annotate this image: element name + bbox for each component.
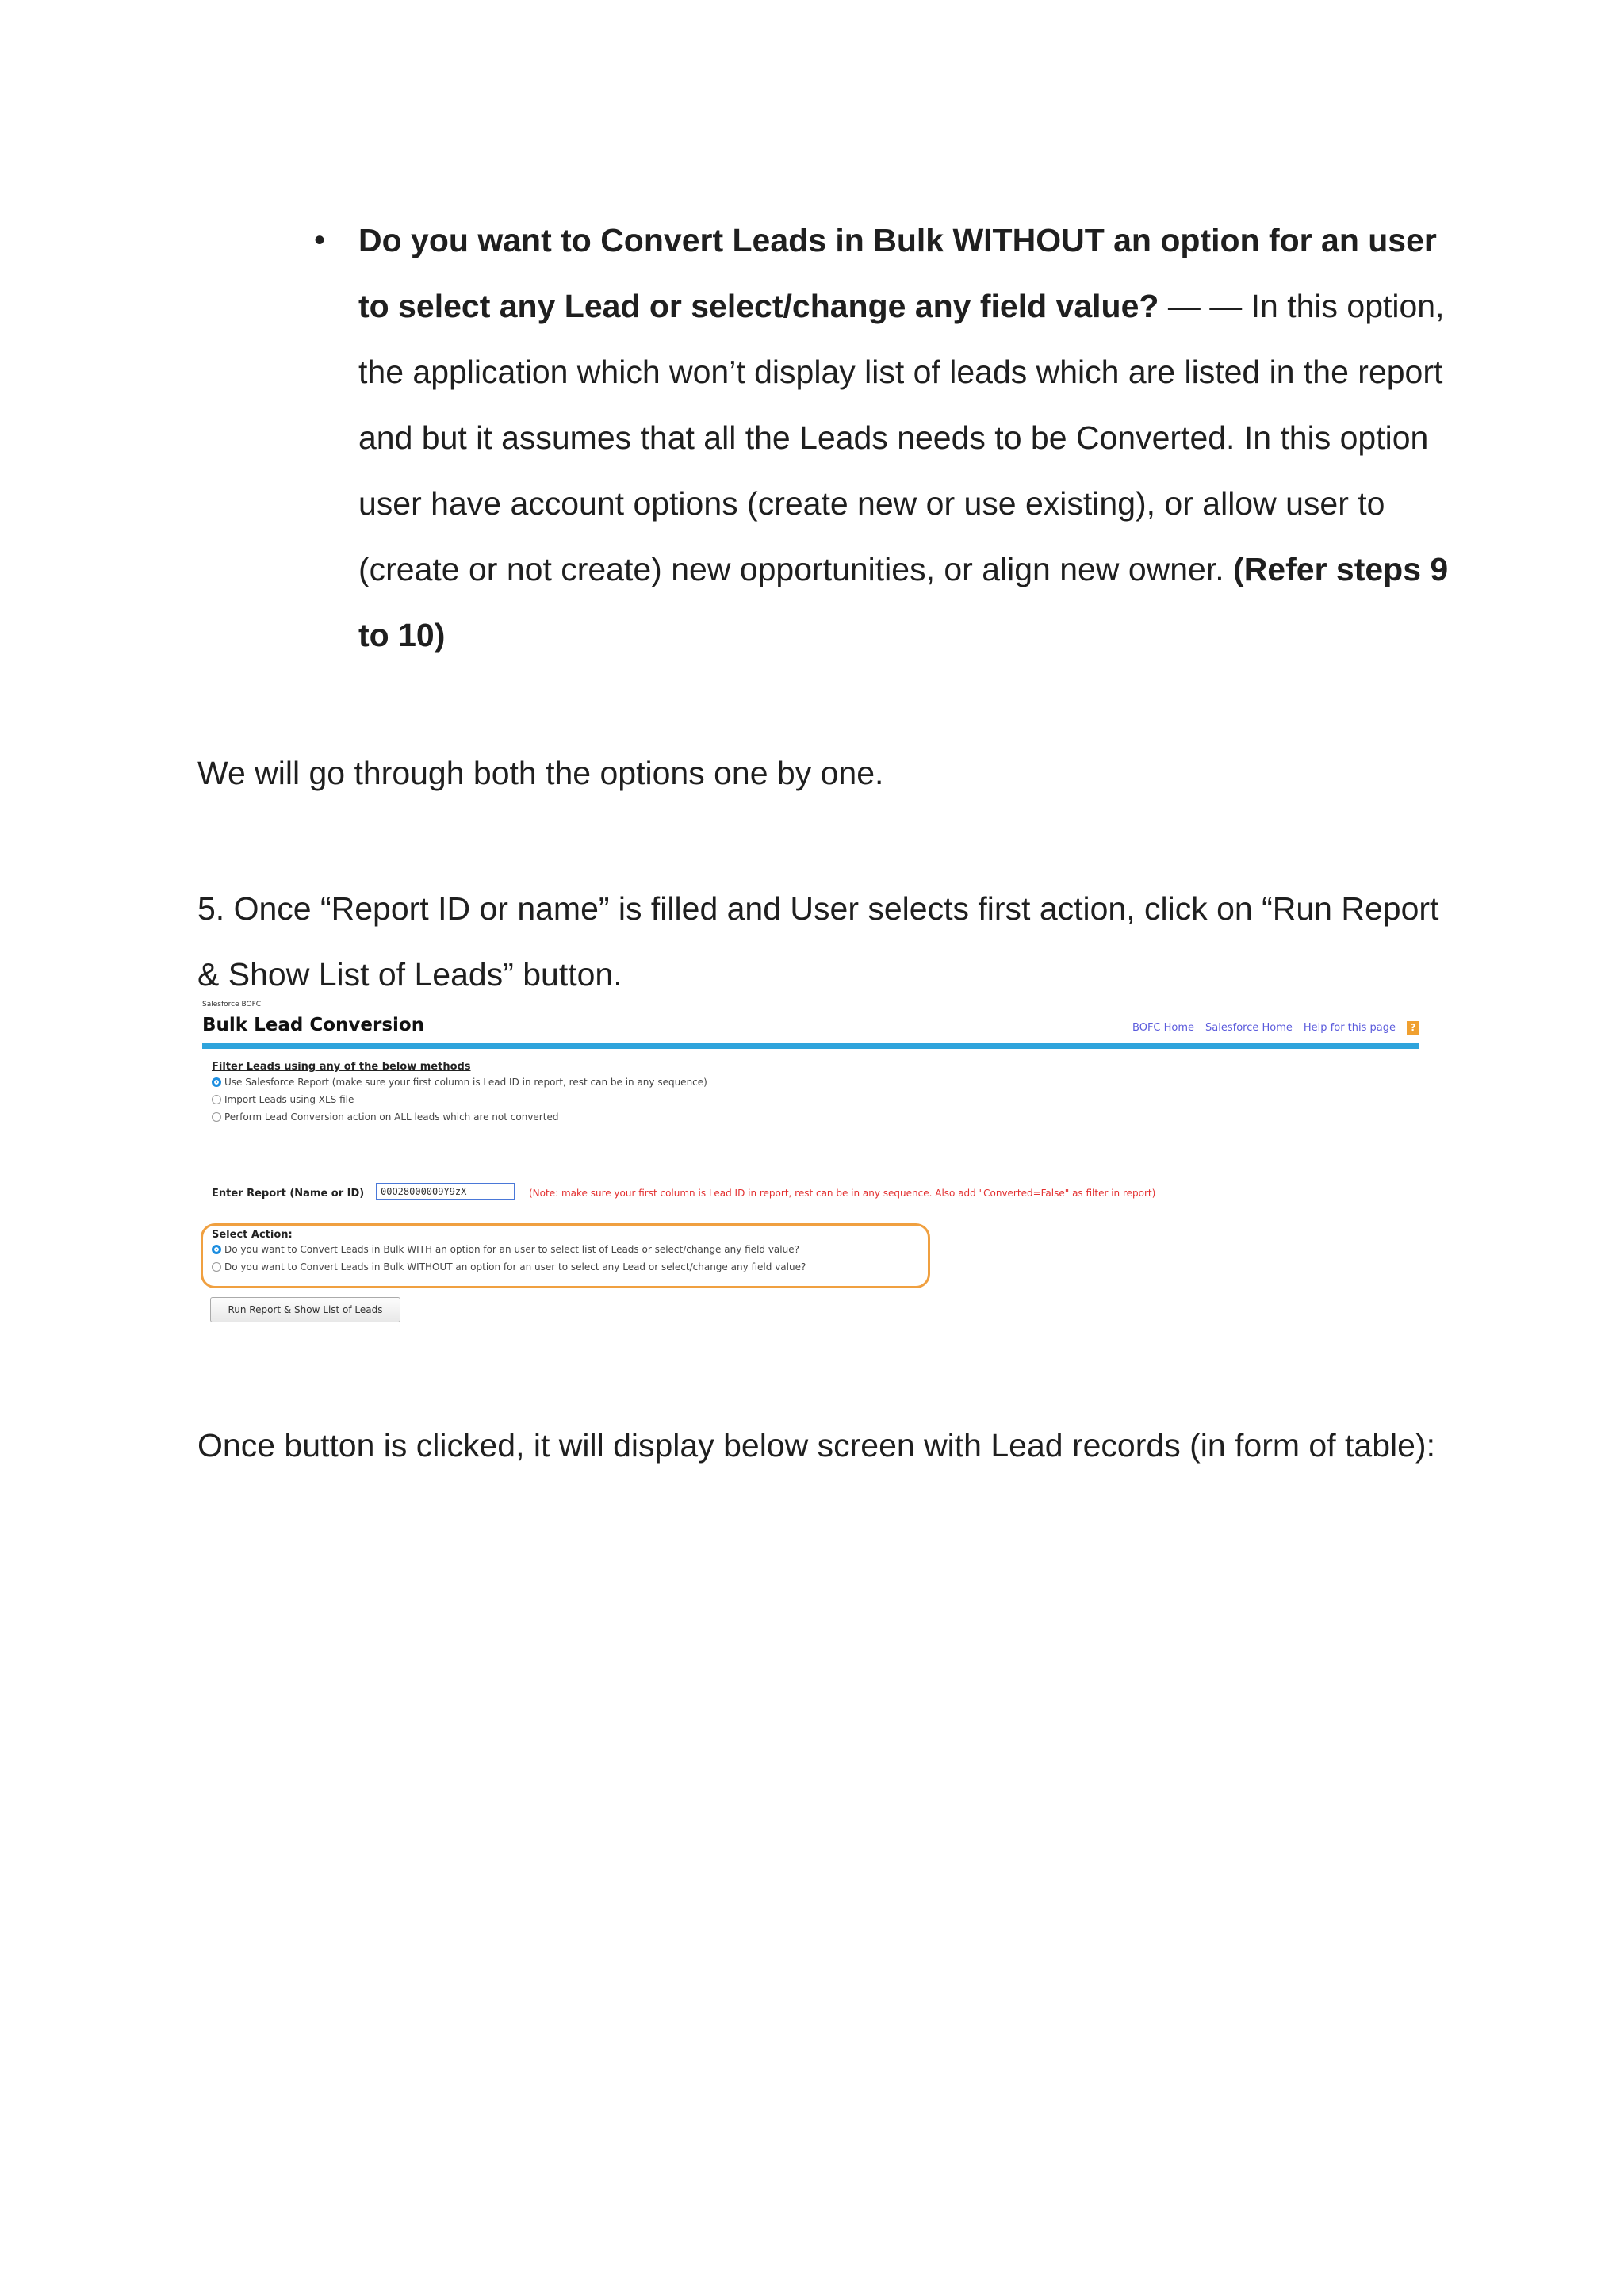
select-action-title: Select Action: [212,1229,293,1241]
paragraph-step-5: 5. Once “Report ID or name” is filled and User selects first action, click on “Run Report & Show List of Leads” button. [197,890,1439,993]
filter-option-xls[interactable] [212,1094,354,1105]
app-title: Bulk Lead Conversion [202,1015,425,1035]
embedded-screenshot [197,997,1438,1338]
paragraph-options: We will go through both the options one by one. [197,755,884,791]
filter-option-label: Use Salesforce Report (make sure your first column is Lead ID in report, rest can be in any sequence) [224,1077,707,1088]
bullet-item [314,208,1453,668]
org-label: Salesforce BOFC [202,1001,262,1008]
radio-selected-icon[interactable] [212,1077,221,1087]
select-action-box [201,1223,930,1288]
filter-option-report[interactable] [212,1077,707,1088]
paragraph-after-click: Once button is clicked, it will display below screen with Lead records (in form of table): [197,1427,1435,1464]
salesforce-home-link[interactable]: Salesforce Home [1205,1022,1293,1034]
help-link[interactable]: Help for this page [1303,1022,1396,1034]
radio-icon[interactable] [212,1095,221,1104]
filter-option-label: Import Leads using XLS file [224,1094,354,1105]
filter-option-all[interactable] [212,1112,558,1123]
action-option-without[interactable] [212,1261,806,1272]
radio-selected-icon[interactable] [212,1245,221,1254]
help-icon[interactable]: ? [1407,1021,1419,1035]
action-option-label: Do you want to Convert Leads in Bulk WITHOUT an option for an user to select any Lead or select/change any field value? [224,1261,806,1272]
bofc-home-link[interactable]: BOFC Home [1132,1022,1195,1034]
action-option-with[interactable] [212,1244,799,1255]
action-option-label: Do you want to Convert Leads in Bulk WITH an option for an user to select list of Leads or select/change any field value? [224,1244,799,1255]
bullet-question: Do you want to Convert Leads in Bulk WITHOUT an option for an user to select any Lead or select/change any field value? [358,222,1437,324]
report-input[interactable]: 00O28000009Y9zX [376,1183,515,1200]
report-label: Enter Report (Name or ID) [212,1188,365,1200]
header-divider [202,1043,1419,1049]
filter-option-label: Perform Lead Conversion action on ALL leads which are not converted [224,1112,559,1123]
radio-icon[interactable] [212,1262,221,1272]
bullet-dot-icon: • [314,223,326,258]
bullet-refer: (Refer steps 9 to 10) [358,551,1449,653]
report-note: (Note: make sure your first column is Lead ID in report, rest can be in any sequence. Also add "Converted=False" as filter in report) [529,1188,1156,1199]
bullet-body: — — In this option, the application which won’t display list of leads which are listed in the report and but it assumes that all the Leads needs to be Converted. In this option user have account options (create new or use existing), or allow user to (create or not create) new opportunities, or align new owner. [358,288,1445,587]
radio-icon[interactable] [212,1112,221,1122]
run-report-button[interactable]: Run Report & Show List of Leads [210,1297,400,1322]
filter-title: Filter Leads using any of the below methods [212,1061,471,1073]
top-links [1132,1021,1419,1035]
